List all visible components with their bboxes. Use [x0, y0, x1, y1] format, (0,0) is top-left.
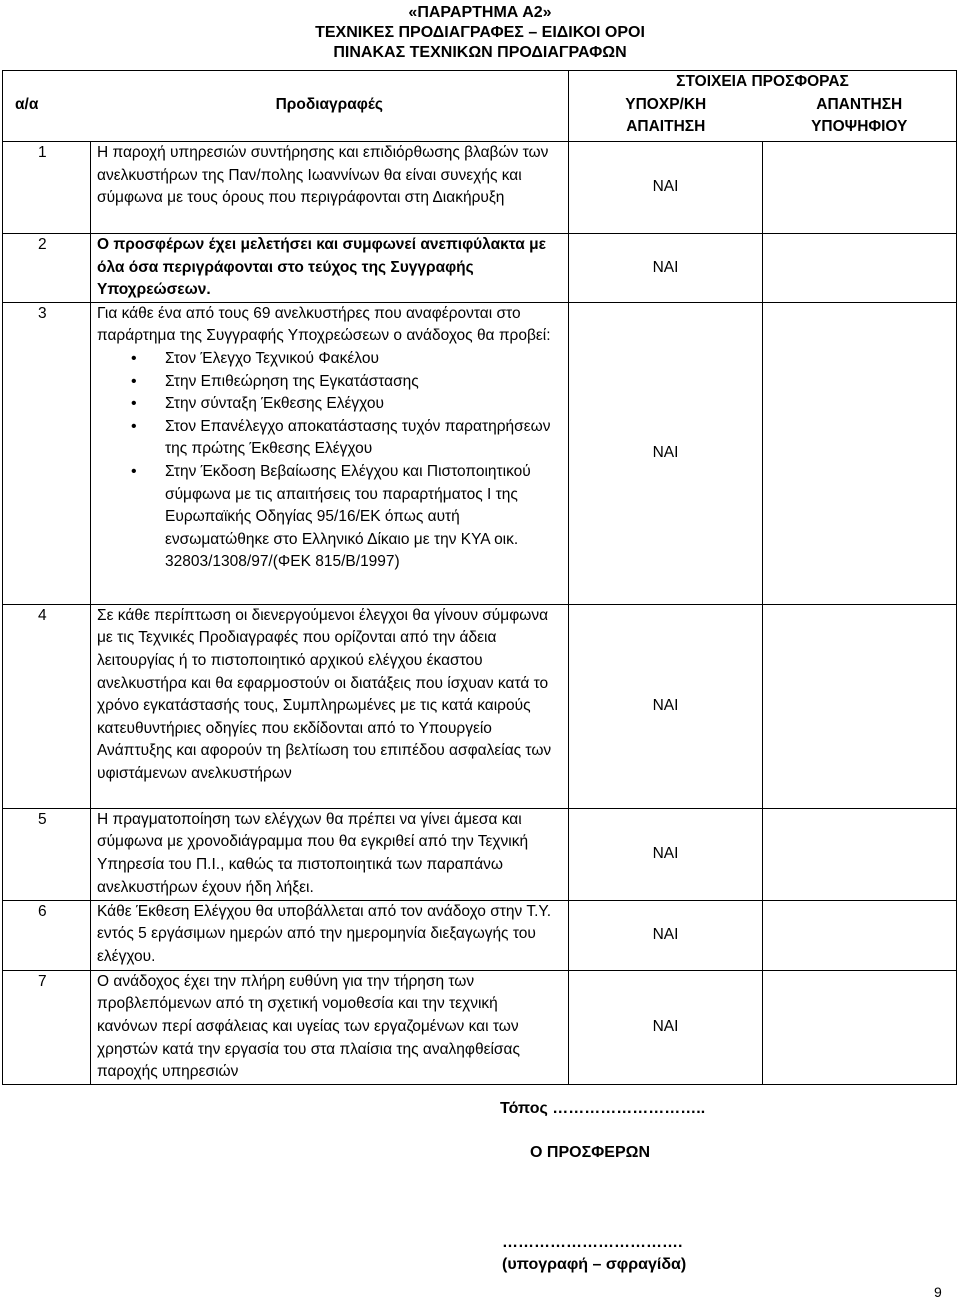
row-specification: Για κάθε ένα από τους 69 ανελκυστήρες που αναφέρονται στο παράρτημα της Συγγραφής Υποχρεώσεων ο ανάδοχος θα προβεί:	[97, 304, 551, 345]
row-specification: Ο ανάδοχος έχει την πλήρη ευθύνη για την τήρηση των προβλεπόμενων από τη σχετική νομοθεσία και την τεχνική κανόνων περί ασφάλειας και υγείας των εργαζομένων και των χρηστών κατά την εργασία του στα πλαίσια της αναληφθείσας παροχής υπηρεσιών	[91, 970, 569, 1084]
list-item: • Στον Έλεγχο Τεχνικού Φακέλου	[131, 348, 562, 371]
row-specification-with-list	[91, 302, 569, 604]
bidder-label: Ο ΠΡΟΣΦΕΡΩΝ	[530, 1144, 651, 1161]
list-item: • Στον Επανέλεγχο αποκατάστασης τυχόν παρατηρήσεων της πρώτης Έκθεσης Ελέγχου	[131, 416, 562, 461]
row-answer-cell[interactable]	[763, 808, 957, 900]
row-answer-cell[interactable]	[763, 142, 957, 234]
row-number: 4	[3, 604, 91, 808]
row-specification: Κάθε Έκθεση Ελέγχου θα υποβάλλεται από τον ανάδοχο στην Τ.Υ. εντός 5 εργάσιμων ημερών από την ημερομηνία διεξαγωγής του ελέγχου.	[91, 900, 569, 970]
row-requirement: ΝΑΙ	[569, 302, 763, 604]
col-header-number: α/α	[3, 94, 91, 142]
row-answer-cell[interactable]	[763, 604, 957, 808]
col-header-requirement: ΥΠΟΧΡ/ΚΗ ΑΠΑΙΤΗΣΗ	[569, 94, 763, 142]
table-row	[3, 234, 957, 303]
table-title: ΠΙΝΑΚΑΣ ΤΕΧΝΙΚΩΝ ΠΡΟΔΙΑΓΡΑΦΩΝ	[333, 44, 627, 61]
row-specification: Σε κάθε περίπτωση οι διενεργούμενοι έλεγχοι θα γίνουν σύμφωνα με τις Τεχνικές Προδιαγραφές που ορίζονται από την άδεια λειτουργίας ή το πιστοποιητικό αρχικού ελέγχου έκαστου ανελκυστήρα και θα εφαρμοστούν οι διατάξεις που ίσχυαν κατά το χρόνο εγκατάστασής τους, Συμπληρωμένες με τις κατά καιρούς κατευθυντήριες οδηγίες που εκδίδονται από το Υπουργείο Ανάπτυξης και αφορούν τη βελτίωση του επιπέδου ασφαλείας των υφιστάμενων ανελκυστήρων	[91, 604, 569, 808]
signature-caption: (υπογραφή – σφραγίδα)	[502, 1256, 687, 1273]
row-number: 3	[3, 302, 91, 604]
table-row	[3, 970, 957, 1084]
col-header-specifications: Προδιαγραφές	[91, 94, 569, 142]
row-requirement: ΝΑΙ	[569, 970, 763, 1084]
list-item: • Στην Έκδοση Βεβαίωσης Ελέγχου και Πιστοποιητικού σύμφωνα με τις απαιτήσεις του παραρτήματος Ι της Ευρωπαϊκής Οδηγίας 95/16/ΕΚ όπως αυτή ενσωματώθηκε στο Ελληνικό Δίκαιο με την ΚΥΑ οικ. 32803/1308/97/(ΦΕΚ 815/Β/1997)	[131, 461, 562, 574]
list-item: • Στην σύνταξη Έκθεσης Ελέγχου	[131, 393, 562, 416]
row-specification: Η παροχή υπηρεσιών συντήρησης και επιδιόρθωσης βλαβών των ανελκυστήρων της Παν/πολης Ιωαννίνων θα είναι συνεχής και σύμφωνα με τους όρους που περιγράφονται στη Διακήρυξη	[91, 142, 569, 234]
row-requirement: ΝΑΙ	[569, 808, 763, 900]
row-number: 5	[3, 808, 91, 900]
row-requirement: ΝΑΙ	[569, 604, 763, 808]
row-requirement: ΝΑΙ	[569, 900, 763, 970]
table-row	[3, 142, 957, 234]
row-answer-cell[interactable]	[763, 900, 957, 970]
row-requirement: ΝΑΙ	[569, 142, 763, 234]
row-number: 2	[3, 234, 91, 303]
row-number: 7	[3, 970, 91, 1084]
table-row	[3, 604, 957, 808]
row-requirement: ΝΑΙ	[569, 234, 763, 303]
place-field: Τόπος ………………………..	[500, 1100, 706, 1117]
document-subtitle: ΤΕΧΝΙΚΕΣ ΠΡΟΔΙΑΓΡΑΦΕΣ – ΕΙΔΙΚΟΙ ΟΡΟΙ	[315, 24, 645, 41]
table-row	[3, 808, 957, 900]
row-specification: Η πραγματοποίηση των ελέγχων θα πρέπει να γίνει άμεσα και σύμφωνα με χρονοδιάγραμμα που θα εγκριθεί από την Τεχνική Υπηρεσία του Π.Ι., καθώς τα πιστοποιητικά των παραπάνω ανελκυστήρων έχουν ήδη λήξει.	[91, 808, 569, 900]
col-header-candidate-answer: ΑΠΑΝΤΗΣΗ ΥΠΟΨΗΦΙΟΥ	[763, 94, 957, 142]
list-item: • Στην Επιθεώρηση της Εγκατάστασης	[131, 371, 562, 394]
page-number: 9	[934, 1284, 942, 1300]
row-answer-cell[interactable]	[763, 302, 957, 604]
row-number: 1	[3, 142, 91, 234]
specifications-table	[2, 70, 957, 1085]
row-answer-cell[interactable]	[763, 970, 957, 1084]
annex-title: «ΠΑΡΑΡΤΗΜΑ Α2»	[408, 4, 552, 21]
offer-details-header: ΣΤΟΙΧΕΙΑ ΠΡΟΣΦΟΡΑΣ	[569, 71, 957, 94]
row-specification: Ο προσφέρων έχει μελετήσει και συμφωνεί ανεπιφύλακτα με όλα όσα περιγράφονται στο τεύχος της Συγγραφής Υποχρεώσεων.	[91, 234, 569, 303]
table-row	[3, 302, 957, 604]
table-header-row	[3, 94, 957, 142]
table-row	[3, 900, 957, 970]
table-header-row-group	[3, 71, 957, 94]
row-number: 6	[3, 900, 91, 970]
inspection-steps-list	[97, 348, 562, 574]
signature-line: …………………………….	[502, 1234, 683, 1251]
row-answer-cell[interactable]	[763, 234, 957, 303]
